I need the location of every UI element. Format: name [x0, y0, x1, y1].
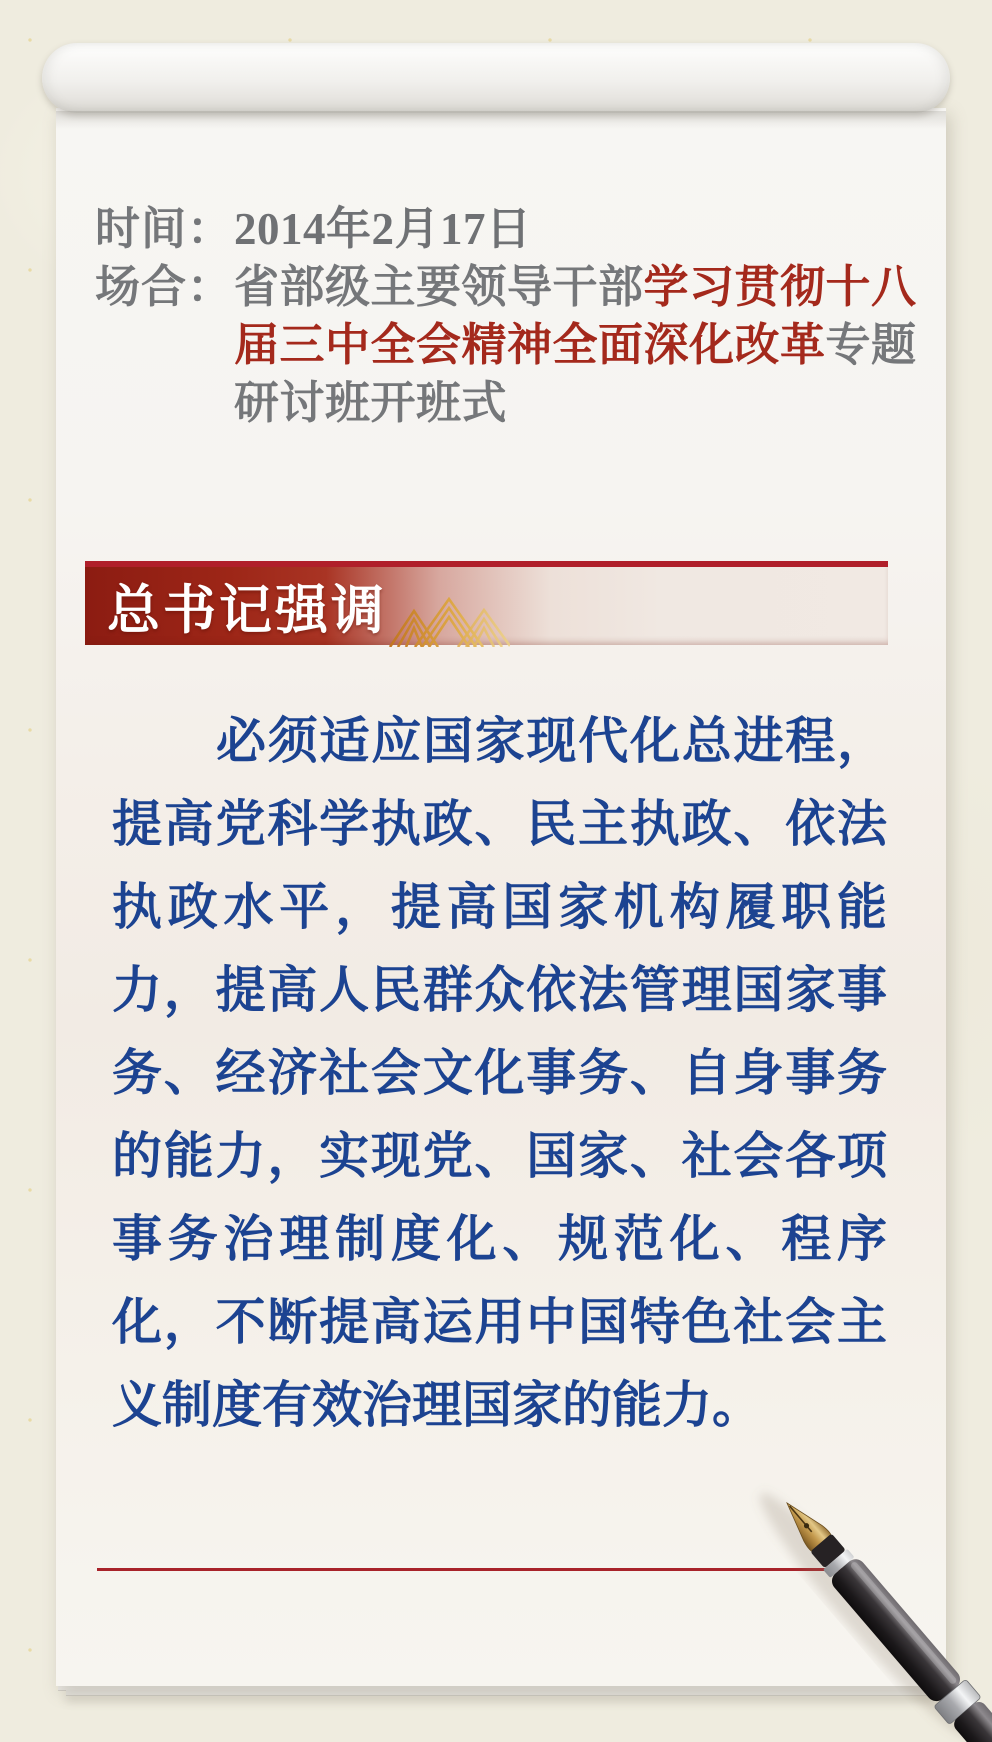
- banner-body: [85, 567, 888, 645]
- fountain-pen-icon: [650, 1420, 992, 1742]
- time-value: 2014年2月17日: [234, 204, 532, 254]
- meta-header: [95, 200, 925, 432]
- gold-mountains-icon: [388, 597, 510, 647]
- time-row: [95, 200, 925, 258]
- paper-roll-top: [42, 43, 950, 113]
- paper-roll-shadow: [56, 111, 946, 129]
- banner-title: 总书记强调: [107, 582, 387, 640]
- quote-line: 事务治理制度化、规范化、程序: [112, 1211, 887, 1267]
- occasion-text-gray: 专题研讨班开班式: [234, 320, 917, 428]
- quote-line: 务、经济社会文化事务、自身事务: [112, 1045, 887, 1101]
- occasion-value: [234, 258, 925, 432]
- quote-line: 化，不断提高运用中国特色社会主: [112, 1294, 887, 1350]
- time-label: 时间：: [95, 204, 234, 254]
- occasion-text-highlight: 学习贯彻十八届三中全会精神全面深化改革: [234, 262, 917, 370]
- occasion-text-gray: 省部级主要领导干部: [234, 262, 644, 312]
- quote-line: 力，提高人民群众依法管理国家事: [112, 962, 887, 1018]
- occasion-label: 场合：: [95, 262, 234, 312]
- quote-line: 执政水平，提高国家机构履职能: [112, 879, 887, 935]
- quote-line: 提高党科学执政、民主执政、依法: [112, 796, 887, 852]
- quote-block: [112, 700, 887, 1447]
- quote-line: 必须适应国家现代化总进程，: [216, 713, 887, 769]
- quote-line: 的能力，实现党、国家、社会各项: [112, 1128, 887, 1184]
- quote-line: 义制度有效治理国家的能力。: [112, 1377, 762, 1433]
- section-banner: [85, 561, 888, 645]
- occasion-row: [95, 258, 925, 432]
